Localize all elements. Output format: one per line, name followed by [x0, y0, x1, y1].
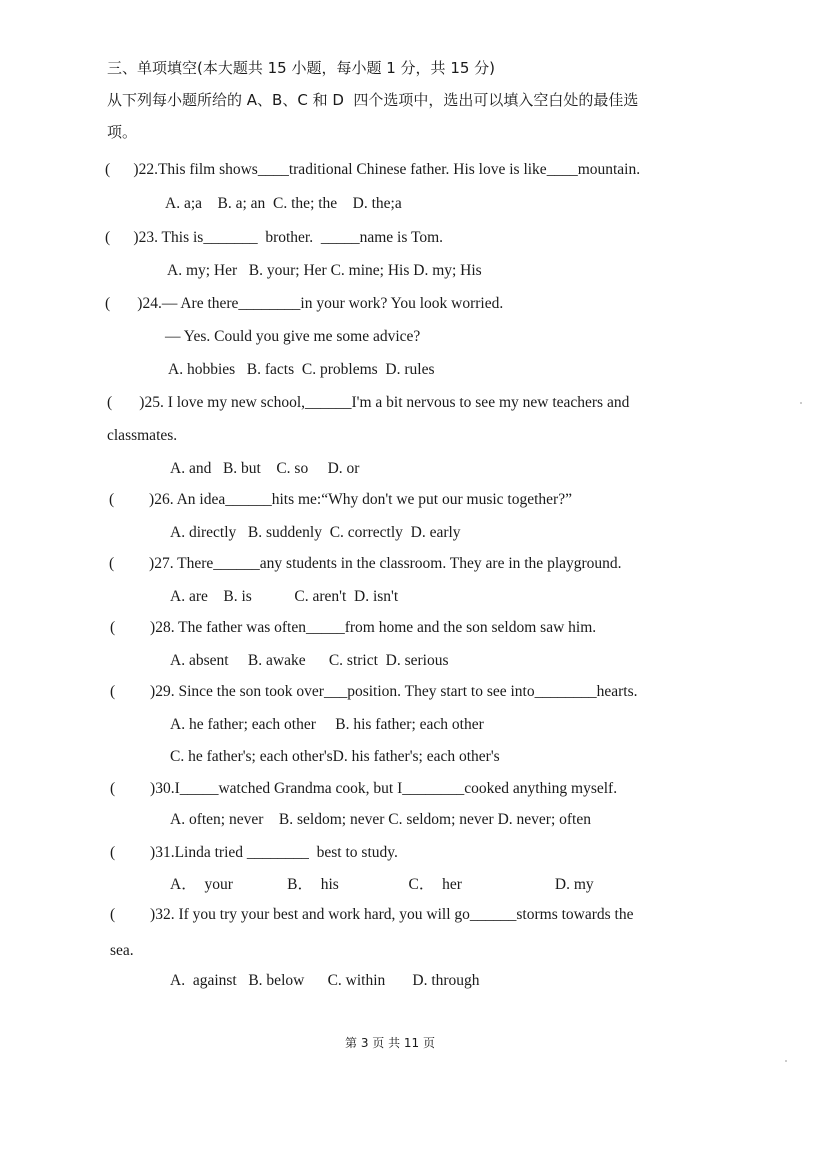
question-30-options: A. often; never B. seldom; never C. seldom; never D. never; often	[170, 811, 591, 828]
question-29-stem: ( )29. Since the son took over___position. They start to see into________hearts.	[110, 683, 638, 700]
question-29-options-line-1: A. he father; each other B. his father; each other	[170, 716, 484, 733]
question-30-stem: ( )30.I_____watched Grandma cook, but I________cooked anything myself.	[110, 780, 618, 797]
page-footer: 第 3 页 共 11 页	[345, 1036, 435, 1050]
question-32-stem: ( )32. If you try your best and work hard, you will go______storms towards the	[110, 906, 634, 923]
question-26-stem: ( )26. An idea______hits me:“Why don't we put our music together?”	[109, 491, 572, 508]
question-23-stem: ( )23. This is_______ brother. _____name is Tom.	[105, 229, 444, 246]
question-28-stem: ( )28. The father was often_____from home and the son seldom saw him.	[110, 619, 597, 636]
question-24-options: A. hobbies B. facts C. problems D. rules	[168, 361, 435, 378]
question-26-options: A. directly B. suddenly C. correctly D. early	[170, 524, 461, 541]
question-27-options: A. are B. is C. aren't D. isn't	[170, 588, 399, 605]
question-22-options: A. a;a B. a; an C. the; the D. the;a	[165, 195, 402, 212]
scan-speck	[800, 402, 802, 404]
question-23-options: A. my; Her B. your; Her C. mine; His D. my; His	[167, 262, 482, 279]
question-32-options: A. against B. below C. within D. through	[170, 972, 480, 989]
question-24-stem-line-2: — Yes. Could you give me some advice?	[165, 328, 421, 345]
question-29-options-line-2: C. he father's; each other'sD. his father's; each other's	[170, 748, 500, 765]
question-25-stem: ( )25. I love my new school,______I'm a bit nervous to see my new teachers and	[107, 394, 630, 411]
section-heading: 三、单项填空(本大题共 15 小题，每小题 1 分，共 15 分)	[107, 59, 496, 77]
section-instruction-line-1: 从下列每小题所给的 A、B、C 和 D 四个选项中，选出可以填入空白处的最佳选	[107, 91, 639, 109]
question-25-stem-line-2: classmates.	[107, 427, 178, 444]
section-instruction-line-2: 项。	[107, 123, 138, 141]
question-31-stem: ( )31.Linda tried ________ best to study.	[110, 844, 398, 861]
question-31-options: A． your B． his C． her D. my	[170, 876, 594, 893]
question-32-stem-line-2: sea.	[110, 942, 134, 959]
question-22-stem: ( )22.This film shows____traditional Chinese father. His love is like____mountain.	[105, 161, 641, 178]
scan-speck	[785, 1060, 787, 1062]
question-24-stem: ( )24.— Are there________in your work? You look worried.	[105, 295, 504, 312]
question-28-options: A. absent B. awake C. strict D. serious	[170, 652, 449, 669]
question-25-options: A. and B. but C. so D. or	[170, 460, 360, 477]
question-27-stem: ( )27. There______any students in the classroom. They are in the playground.	[109, 555, 622, 572]
